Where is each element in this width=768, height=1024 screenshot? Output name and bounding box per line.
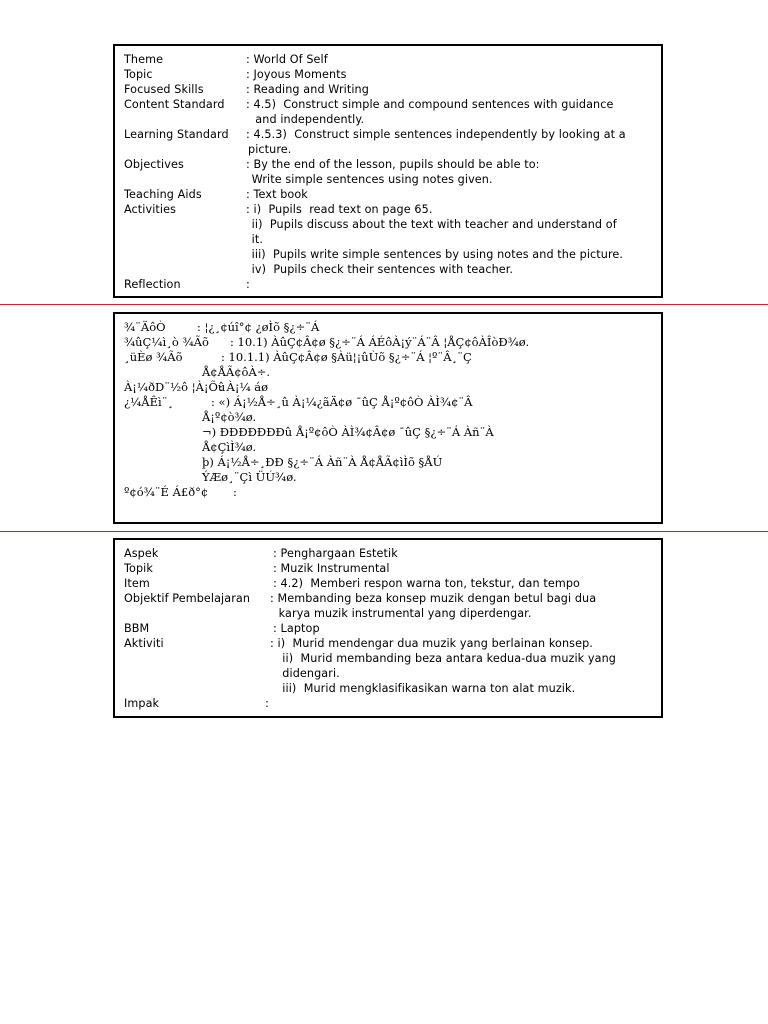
field-label: Impak [124,697,160,710]
field-value: : Penghargaan Estetik [273,547,398,560]
field-value: and independently. [248,113,365,126]
field-value: ii) Pupils discuss about the text with teacher and understand of [248,218,617,231]
field-value: : [233,485,237,499]
field-value: didengari. [275,667,340,680]
field-value: þ) Á¡½Å÷¸ÐÐ §¿÷¨Á Àñ¨À Å¢ÅÃ¢ìÌõ §ÅÚ [202,455,443,469]
field-label: ¸üÈø ¾Ãõ [124,350,183,364]
field-label: Theme [124,53,164,66]
field-label: Objectives [124,158,184,171]
field-label: Focused Skills [124,83,204,96]
field-label: Topik [124,562,153,575]
field-value: iii) Murid mengklasifikasikan warna ton alat muzik. [275,682,576,695]
field-value: : World Of Self [246,53,328,66]
field-value: Å¡º¢ò¾ø. [202,410,257,424]
field-value: : «) Á¡½Å÷¸û À¡¼¿ãÄ¢ø ¯ûÇ Å¡º¢ôÒ ÀÌ¾¢¨Â [211,395,473,409]
field-value: Å¢ÇìÌ¾ø. [202,440,257,454]
field-label: Content Standard [124,98,225,111]
field-value: ¬) ÐÐÐÐÐÐÐû Å¡º¢ôÒ ÀÌ¾¢Â¢ø ¯ûÇ §¿÷¨Á Àñ¨À [202,425,494,439]
field-value: Write simple sentences using notes given. [248,173,493,186]
field-value: : By the end of the lesson, pupils should be able to: [246,158,540,171]
field-label: À¡¼ðD¨½ô ¦À¡Õû [124,380,226,394]
field-label: Teaching Aids [124,188,202,201]
field-value: : Muzik Instrumental [273,562,390,575]
field-value: : Reading and Writing [246,83,369,96]
field-label: ¾ûÇ¼ì¸ò ¾Ãõ [124,335,209,349]
divider-line-top [0,304,768,305]
field-label: Activities [124,203,177,216]
field-value: ii) Murid membanding beza antara kedua-dua muzik yang [275,652,616,665]
field-value: : Membanding beza konsep muzik dengan betul bagi dua [270,592,597,605]
field-value: : [246,278,250,291]
field-value: picture. [248,143,292,156]
field-label: ¿¼ÅÊì¨¸ [124,395,174,409]
field-value: : 4.5) Construct simple and compound sentences with guidance [246,98,614,111]
field-label: Aktiviti [124,637,164,650]
english-lesson-plan-box [113,44,663,298]
malay-lesson-plan-box [113,538,663,718]
field-label: Topic [124,68,153,81]
field-value: : 10.1.1) ÀûÇ¢Â¢ø §Àü¦¡ûÙõ §¿÷¨Á ¦º¨Â¸¨Ç [221,350,472,364]
field-value: karya muzik instrumental yang diperdengar. [275,607,532,620]
field-label: Aspek [124,547,159,560]
field-value: : i) Pupils read text on page 65. [246,203,433,216]
field-value: iv) Pupils check their sentences with teacher. [248,263,514,276]
field-label: BBM [124,622,150,635]
field-value: : Joyous Moments [246,68,347,81]
field-value: : Laptop [273,622,320,635]
field-value: ÝÆø¸¨Çì ÜÚ¾ø. [202,470,297,484]
field-value: it. [248,233,264,246]
field-value: : [265,697,269,710]
field-value: iii) Pupils write simple sentences by using notes and the picture. [248,248,624,261]
field-label: ¾¨ÄôÒ [124,320,166,334]
field-value: : Text book [246,188,308,201]
tamil-lesson-plan-box [113,312,663,524]
field-label: Learning Standard [124,128,229,141]
field-label: º¢ó¾¨É Á£ð°¢ [124,485,209,499]
field-value: : i) Murid mendengar dua muzik yang berlainan konsep. [270,637,593,650]
field-value: : 4.2) Memberi respon warna ton, tekstur, dan tempo [273,577,580,590]
field-value: : 10.1) ÀûÇ¢Â¢ø §¿÷¨Á ÁÉôÀ¡ý¨Á¨Â ¦ÅÇ¢ôÀÎòÐ¾ø. [230,335,530,349]
field-label: Reflection [124,278,181,291]
field-label: Item [124,577,150,590]
field-value: : ¦¿¸¢úî°¢ ¿øÌõ §¿÷¨Á [197,320,320,334]
field-value: Å¢ÅÃ¢ôÀ÷. [202,365,271,379]
field-value: : 4.5.3) Construct simple sentences independently by looking at a [246,128,626,141]
field-value: : À¡¼ áø [219,380,269,394]
field-label: Objektif Pembelajaran [124,592,251,605]
divider-line-bottom [0,531,768,532]
